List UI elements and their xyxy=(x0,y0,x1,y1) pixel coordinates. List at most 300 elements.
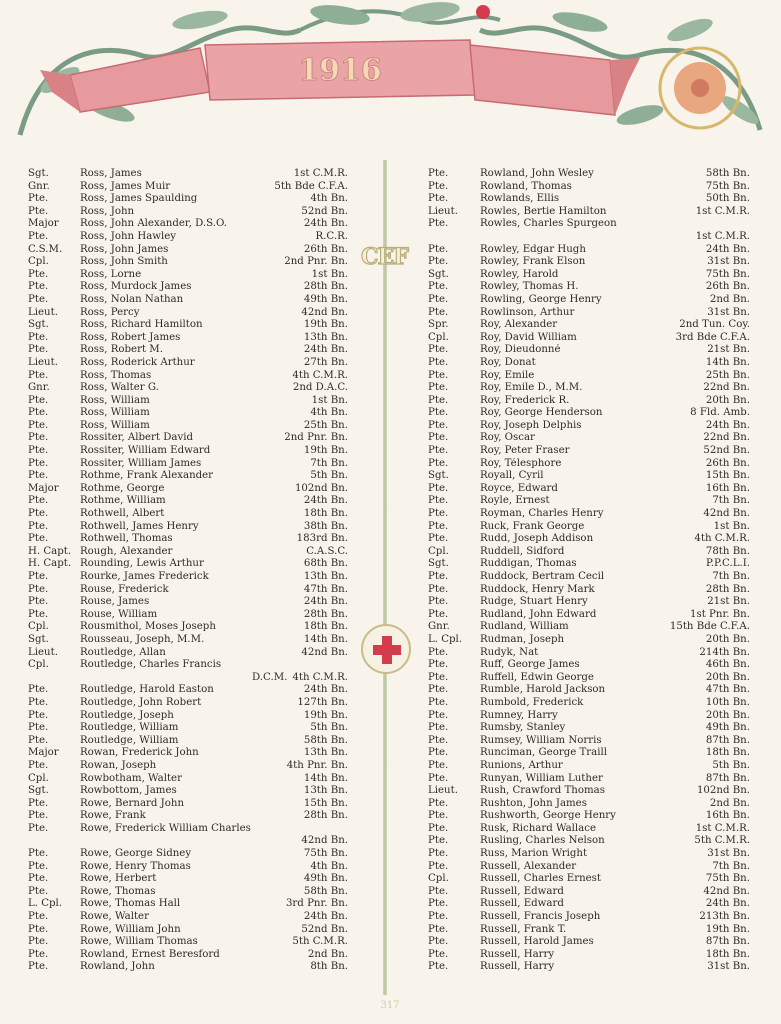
entry-unit: 1st Bn. xyxy=(713,520,750,532)
entry-unit: 87th Bn. xyxy=(705,936,750,948)
entry-unit: 31st Bn. xyxy=(707,306,750,318)
roll-entry xyxy=(28,785,348,798)
entry-name: Royman, Charles Henry xyxy=(480,508,604,520)
roll-entry xyxy=(28,521,348,534)
roll-entry xyxy=(428,495,750,508)
roll-entry xyxy=(28,281,348,294)
entry-rank: H. Capt. xyxy=(28,545,72,557)
entry-unit: 42nd Bn. xyxy=(301,306,348,318)
entry-unit: 27th Bn. xyxy=(303,356,348,368)
entry-unit: 52nd Bn. xyxy=(301,923,348,935)
entry-name: Runyan, William Luther xyxy=(480,772,603,784)
roll-entry xyxy=(28,609,348,622)
entry-unit: 75th Bn. xyxy=(705,180,750,192)
roll-entry xyxy=(28,206,348,219)
entry-rank: Pte. xyxy=(428,495,449,507)
roll-entry xyxy=(428,823,750,836)
roll-entry xyxy=(428,193,750,206)
roll-entry xyxy=(28,798,348,811)
roll-entry xyxy=(28,256,348,269)
entry-unit: 28th Bn. xyxy=(705,583,750,595)
roll-entry xyxy=(428,659,750,672)
entry-name: Ross, Lorne xyxy=(80,268,142,280)
entry-unit: 75th Bn. xyxy=(303,848,348,860)
roll-entry xyxy=(28,697,348,710)
entry-rank: C.S.M. xyxy=(28,243,63,255)
entry-unit: 8th Bn. xyxy=(310,961,348,973)
entry-rank: H. Capt. xyxy=(28,558,72,570)
roll-entry xyxy=(28,470,348,483)
entry-rank: Pte. xyxy=(28,596,49,608)
entry-unit: 2nd D.A.C. xyxy=(292,382,348,394)
entry-rank: Pte. xyxy=(428,822,449,834)
entry-name: Rowley, Edgar Hugh xyxy=(480,243,586,255)
entry-unit: 4th C.M.R. xyxy=(694,533,750,545)
roll-entry xyxy=(428,319,750,332)
entry-rank: Pte. xyxy=(28,407,49,419)
entry-unit: 42nd Bn. xyxy=(301,646,348,658)
entry-rank: Pte. xyxy=(428,671,449,683)
entry-rank: Pte. xyxy=(28,583,49,595)
entry-rank: Pte. xyxy=(428,734,449,746)
entry-unit: 58th Bn. xyxy=(303,885,348,897)
entry-name: Ross, William xyxy=(80,419,150,431)
entry-rank: Pte. xyxy=(428,810,449,822)
entry-name: Roy, Emile D., M.M. xyxy=(480,382,583,394)
entry-rank: Pte. xyxy=(28,734,49,746)
entry-unit: 102nd Bn. xyxy=(696,785,750,797)
entry-rank: Pte. xyxy=(28,608,49,620)
roll-entry xyxy=(428,785,750,798)
roll-entry xyxy=(428,521,750,534)
entry-name: Rowe, William John xyxy=(80,923,181,935)
entry-rank: Pte. xyxy=(428,709,449,721)
entry-rank: Pte. xyxy=(428,445,449,457)
entry-rank: Pte. xyxy=(28,268,49,280)
entry-rank: Pte. xyxy=(28,470,49,482)
roll-entry xyxy=(428,949,750,962)
entry-unit: 42nd Bn. xyxy=(703,508,750,520)
entry-name: Rossiter, Albert David xyxy=(80,432,194,444)
entry-name: Russell, Harry xyxy=(480,948,555,960)
entry-name: Rounding, Lewis Arthur xyxy=(80,558,204,570)
entry-name: Routledge, John Robert xyxy=(80,696,202,708)
entry-rank: Pte. xyxy=(428,747,449,759)
entry-unit: 15th Bn. xyxy=(705,470,750,482)
roll-entry xyxy=(28,873,348,886)
roll-entry xyxy=(28,495,348,508)
entry-rank: Pte. xyxy=(28,797,49,809)
entry-rank: Pte. xyxy=(28,923,49,935)
entry-unit: 14th Bn. xyxy=(705,356,750,368)
entry-rank: Pte. xyxy=(428,860,449,872)
entry-unit: 13th Bn. xyxy=(303,747,348,759)
entry-unit: 18th Bn. xyxy=(705,948,750,960)
roll-entry xyxy=(428,672,750,685)
roll-entry xyxy=(428,445,750,458)
entry-rank: Pte. xyxy=(428,293,449,305)
entry-unit: 22nd Bn. xyxy=(703,382,750,394)
entry-unit: 28th Bn. xyxy=(303,281,348,293)
roll-entry xyxy=(28,760,348,773)
roll-entry xyxy=(28,332,348,345)
entry-unit: 24th Bn. xyxy=(303,684,348,696)
entry-name: Rowles, Charles Spurgeon xyxy=(480,218,617,230)
roll-entry xyxy=(28,458,348,471)
entry-rank: Pte. xyxy=(428,356,449,368)
entry-rank: Sgt. xyxy=(28,785,49,797)
entry-rank: Pte. xyxy=(428,382,449,394)
entry-unit: 4th C.M.R. xyxy=(292,671,348,683)
roll-entry xyxy=(428,395,750,408)
entry-name: Runciman, George Traill xyxy=(480,747,608,759)
entry-rank: Pte. xyxy=(428,394,449,406)
roll-entry xyxy=(28,395,348,408)
entry-name: Rowan, Frederick John xyxy=(80,747,199,759)
entry-rank: Major xyxy=(28,218,59,230)
entry-name: Routledge, Joseph xyxy=(80,709,174,721)
entry-unit: 5th C.M.R. xyxy=(292,936,348,948)
entry-rank: Pte. xyxy=(428,243,449,255)
entry-rank: L. Cpl. xyxy=(28,898,63,910)
entry-rank: Pte. xyxy=(28,696,49,708)
entry-unit: C.A.S.C. xyxy=(306,545,348,557)
roll-entry xyxy=(428,848,750,861)
entry-name: Rowley, Harold xyxy=(480,268,559,280)
poppy-top xyxy=(476,5,490,19)
entry-name: Rudge, Stuart Henry xyxy=(480,596,588,608)
roll-entry xyxy=(28,810,348,823)
entry-name: Rowland, Ernest Beresford xyxy=(80,948,220,960)
entry-unit: 42nd Bn. xyxy=(301,835,348,847)
entry-name: Rothwell, Albert xyxy=(80,508,165,520)
roll-entry xyxy=(28,823,348,836)
entry-unit: 49th Bn. xyxy=(303,293,348,305)
entry-name: Rouse, James xyxy=(80,596,150,608)
entry-rank: Pte. xyxy=(428,180,449,192)
entry-name: Runions, Arthur xyxy=(480,759,563,771)
entry-unit: 20th Bn. xyxy=(705,709,750,721)
roll-entry xyxy=(428,584,750,597)
entry-unit: 47th Bn. xyxy=(705,684,750,696)
entry-unit: 24th Bn. xyxy=(303,344,348,356)
entry-name: Rowland, John xyxy=(80,961,155,973)
entry-name: Rumble, Harold Jackson xyxy=(480,684,606,696)
entry-name: Ross, Murdock James xyxy=(80,281,192,293)
entry-unit: 1st C.M.R. xyxy=(293,168,348,179)
entry-unit: 28th Bn. xyxy=(303,608,348,620)
entry-name: Ross, John Hawley xyxy=(80,230,177,242)
entry-name: Rowland, Thomas xyxy=(480,180,572,192)
entry-name: Rossiter, William James xyxy=(80,457,202,469)
entry-unit: 24th Bn. xyxy=(303,495,348,507)
roll-entry xyxy=(428,206,750,219)
entry-name: Rowe, George Sidney xyxy=(80,848,192,860)
entry-rank: Pte. xyxy=(428,256,449,268)
roll-entry xyxy=(428,432,750,445)
entry-unit: 28th Bn. xyxy=(303,810,348,822)
entry-unit: 58th Bn. xyxy=(705,168,750,179)
entry-unit: 5th Bn. xyxy=(712,759,750,771)
roll-entry xyxy=(428,898,750,911)
roll-entry xyxy=(28,244,348,257)
entry-name: Ross, John James xyxy=(80,243,169,255)
entry-rank: Pte. xyxy=(28,369,49,381)
entry-unit: 4th Pnr. Bn. xyxy=(286,759,348,771)
entry-name: Russell, Alexander xyxy=(480,860,577,872)
entry-unit: 47th Bn. xyxy=(303,583,348,595)
entry-name: Rothme, Frank Alexander xyxy=(80,470,214,482)
entry-name: Rumney, Harry xyxy=(480,709,558,721)
roll-entry xyxy=(28,596,348,609)
cross-horizontal-bar xyxy=(373,645,401,655)
entry-rank: Pte. xyxy=(428,281,449,293)
entry-name: Rudd, Joseph Addison xyxy=(480,533,594,545)
entry-name: Ross, Roderick Arthur xyxy=(80,356,195,368)
entry-name: Rothme, George xyxy=(80,482,165,494)
entry-unit: 1st C.M.R. xyxy=(695,205,750,217)
entry-unit: 19th Bn. xyxy=(705,923,750,935)
entry-unit: 213th Bn. xyxy=(699,911,750,923)
entry-rank: Pte. xyxy=(428,583,449,595)
entry-unit: 1st Bn. xyxy=(311,394,348,406)
entry-name: Ruddigan, Thomas xyxy=(480,558,577,570)
entry-name: Roy, Joseph Delphis xyxy=(480,419,582,431)
roll-entry xyxy=(28,357,348,370)
entry-rank: Pte. xyxy=(428,533,449,545)
entry-unit: 50th Bn. xyxy=(705,193,750,205)
entry-rank: Major xyxy=(28,747,59,759)
entry-rank: Spr. xyxy=(428,319,449,331)
entry-rank: Pte. xyxy=(428,696,449,708)
entry-rank: Pte. xyxy=(28,331,49,343)
entry-unit: 49th Bn. xyxy=(303,873,348,885)
roll-entry xyxy=(428,810,750,823)
entry-rank: Pte. xyxy=(428,936,449,948)
entry-name: Rudman, Joseph xyxy=(480,633,565,645)
entry-rank: Lieut. xyxy=(28,306,58,318)
entry-unit: 2nd Pnr. Bn. xyxy=(284,432,348,444)
entry-rank: Pte. xyxy=(28,193,49,205)
entry-rank: Lieut. xyxy=(28,356,58,368)
entry-name: Russell, Harold James xyxy=(480,936,594,948)
roll-entry xyxy=(428,647,750,660)
entry-name: Russell, Harry xyxy=(480,961,555,973)
roll-entry xyxy=(28,634,348,647)
entry-unit: 13th Bn. xyxy=(303,785,348,797)
roll-entry xyxy=(428,697,750,710)
entry-name: D.C.M. xyxy=(251,671,288,683)
entry-name: Roy, Emile xyxy=(480,369,535,381)
entry-unit: 10th Bn. xyxy=(705,696,750,708)
entry-unit: 7th Bn. xyxy=(712,495,750,507)
roll-entry xyxy=(28,672,348,685)
roll-entry xyxy=(428,886,750,899)
entry-unit: 24th Bn. xyxy=(303,596,348,608)
entry-unit: 2nd Tun. Coy. xyxy=(679,319,750,331)
entry-unit: 5th Bn. xyxy=(310,470,348,482)
entry-rank: Pte. xyxy=(28,848,49,860)
roll-entry xyxy=(428,382,750,395)
entry-name: Ruff, George James xyxy=(480,659,580,671)
entry-unit: 26th Bn. xyxy=(705,281,750,293)
entry-name: Routledge, Allan xyxy=(80,646,166,658)
entry-rank: Pte. xyxy=(428,508,449,520)
entry-rank: Pte. xyxy=(28,759,49,771)
entry-name: Rowlands, Ellis xyxy=(480,193,560,205)
entry-unit: 2nd Bn. xyxy=(307,948,348,960)
entry-rank: Cpl. xyxy=(28,772,49,784)
entry-name: Rusk, Richard Wallace xyxy=(480,822,596,834)
entry-name: Ross, Percy xyxy=(80,306,140,318)
entry-name: Royle, Ernest xyxy=(480,495,550,507)
entry-rank: Pte. xyxy=(28,281,49,293)
entry-rank: Pte. xyxy=(28,873,49,885)
entry-unit: 20th Bn. xyxy=(705,394,750,406)
entry-name: Ruddock, Bertram Cecil xyxy=(480,571,605,582)
entry-unit: 1st Bn. xyxy=(311,268,348,280)
roll-entry xyxy=(428,961,750,974)
roll-entry xyxy=(28,684,348,697)
entry-name: Rowan, Joseph xyxy=(80,759,157,771)
roll-entry xyxy=(28,307,348,320)
roll-entry xyxy=(28,773,348,786)
red-cross-emblem xyxy=(361,624,411,674)
entry-rank: Pte. xyxy=(28,495,49,507)
entry-unit: 5th Bn. xyxy=(310,722,348,734)
entry-name: Rowe, Thomas xyxy=(80,885,156,897)
entry-rank: Pte. xyxy=(428,571,449,582)
entry-rank: Pte. xyxy=(28,432,49,444)
entry-rank: Pte. xyxy=(428,520,449,532)
entry-rank: Pte. xyxy=(28,344,49,356)
roll-entry xyxy=(428,370,750,383)
entry-name: Routledge, William xyxy=(80,734,179,746)
roll-entry xyxy=(428,936,750,949)
entry-rank: Pte. xyxy=(428,306,449,318)
entry-rank: Major xyxy=(28,482,59,494)
roll-entry xyxy=(28,924,348,937)
center-divider xyxy=(383,160,387,995)
roll-entry xyxy=(428,407,750,420)
roll-entry xyxy=(428,835,750,848)
entry-unit: 38th Bn. xyxy=(303,520,348,532)
entry-unit: 14th Bn. xyxy=(303,772,348,784)
roll-entry xyxy=(428,760,750,773)
entry-rank: Pte. xyxy=(428,722,449,734)
roll-entry xyxy=(428,798,750,811)
entry-unit: 183rd Bn. xyxy=(296,533,348,545)
entry-rank: Lieut. xyxy=(28,646,58,658)
roll-entry xyxy=(28,319,348,332)
roll-entry xyxy=(428,684,750,697)
leaf-8 xyxy=(615,101,666,129)
entry-unit: 16th Bn. xyxy=(705,482,750,494)
entry-name: Rusling, Charles Nelson xyxy=(480,835,605,847)
roll-entry xyxy=(28,936,348,949)
left-column xyxy=(28,168,348,974)
entry-rank: Pte. xyxy=(28,508,49,520)
entry-rank: Pte. xyxy=(28,810,49,822)
roll-entry xyxy=(28,269,348,282)
entry-rank: Pte. xyxy=(28,822,49,834)
entry-name: Russ, Marion Wright xyxy=(480,848,588,860)
entry-rank: Pte. xyxy=(428,407,449,419)
entry-rank: Pte. xyxy=(28,293,49,305)
entry-rank: Cpl. xyxy=(28,621,49,633)
roll-entry xyxy=(28,420,348,433)
entry-name: Ross, James Spaulding xyxy=(80,193,198,205)
entry-unit: 4th C.M.R. xyxy=(292,369,348,381)
entry-name: Rothwell, James Henry xyxy=(80,520,199,532)
roll-entry xyxy=(28,584,348,597)
entry-name: Rushton, John James xyxy=(480,797,587,809)
entry-unit: 52nd Bn. xyxy=(301,205,348,217)
roll-entry xyxy=(28,508,348,521)
entry-rank: Pte. xyxy=(428,898,449,910)
entry-rank: Pte. xyxy=(428,482,449,494)
entry-rank: Pte. xyxy=(28,419,49,431)
entry-unit: 42nd Bn. xyxy=(703,885,750,897)
page-number: 317 xyxy=(380,1000,400,1011)
entry-rank: Sgt. xyxy=(428,268,449,280)
roll-entry xyxy=(28,961,348,974)
entry-rank: Pte. xyxy=(428,457,449,469)
entry-name: Ross, William xyxy=(80,394,150,406)
entry-name: Royce, Edward xyxy=(480,482,558,494)
entry-name: Ross, James Muir xyxy=(80,180,171,192)
roll-entry xyxy=(28,558,348,571)
entry-unit: 75th Bn. xyxy=(705,268,750,280)
entry-name: Rudyk, Nat xyxy=(480,646,539,658)
leaf-4 xyxy=(309,2,371,28)
roll-entry xyxy=(28,747,348,760)
entry-unit: 19th Bn. xyxy=(303,709,348,721)
entry-unit: 75th Bn. xyxy=(705,873,750,885)
roll-entry xyxy=(28,898,348,911)
entry-rank: Pte. xyxy=(28,709,49,721)
entry-name: Ross, John Smith xyxy=(80,256,168,268)
entry-rank: Sgt. xyxy=(28,168,49,179)
entry-unit: 102nd Bn. xyxy=(294,482,348,494)
roll-entry xyxy=(28,861,348,874)
roll-entry xyxy=(28,168,348,181)
entry-name: Ross, John xyxy=(80,205,135,217)
entry-unit: 214th Bn. xyxy=(699,646,750,658)
entry-unit: 31st Bn. xyxy=(707,848,750,860)
roll-entry xyxy=(428,281,750,294)
roll-entry xyxy=(428,294,750,307)
entry-unit: 7th Bn. xyxy=(712,571,750,582)
leaf-7 xyxy=(665,14,716,45)
entry-unit: 1st C.M.R. xyxy=(695,822,750,834)
entry-name: Russell, Edward xyxy=(480,898,564,910)
entry-rank: Pte. xyxy=(28,520,49,532)
entry-name: Rowe, Walter xyxy=(80,911,149,923)
entry-name: Rowbottom, James xyxy=(80,785,177,797)
entry-name: Rouse, William xyxy=(80,608,158,620)
entry-rank: Pte. xyxy=(428,848,449,860)
roll-entry xyxy=(428,483,750,496)
roll-entry xyxy=(28,546,348,559)
roll-entry xyxy=(28,432,348,445)
entry-name: Ruddell, Sidford xyxy=(480,545,565,557)
entry-unit: 13th Bn. xyxy=(303,331,348,343)
entry-name: Ruck, Frank George xyxy=(480,520,585,532)
entry-name: Rouse, Frederick xyxy=(80,583,169,595)
roll-entry xyxy=(428,571,750,584)
entry-name: Rowe, Henry Thomas xyxy=(80,860,191,872)
